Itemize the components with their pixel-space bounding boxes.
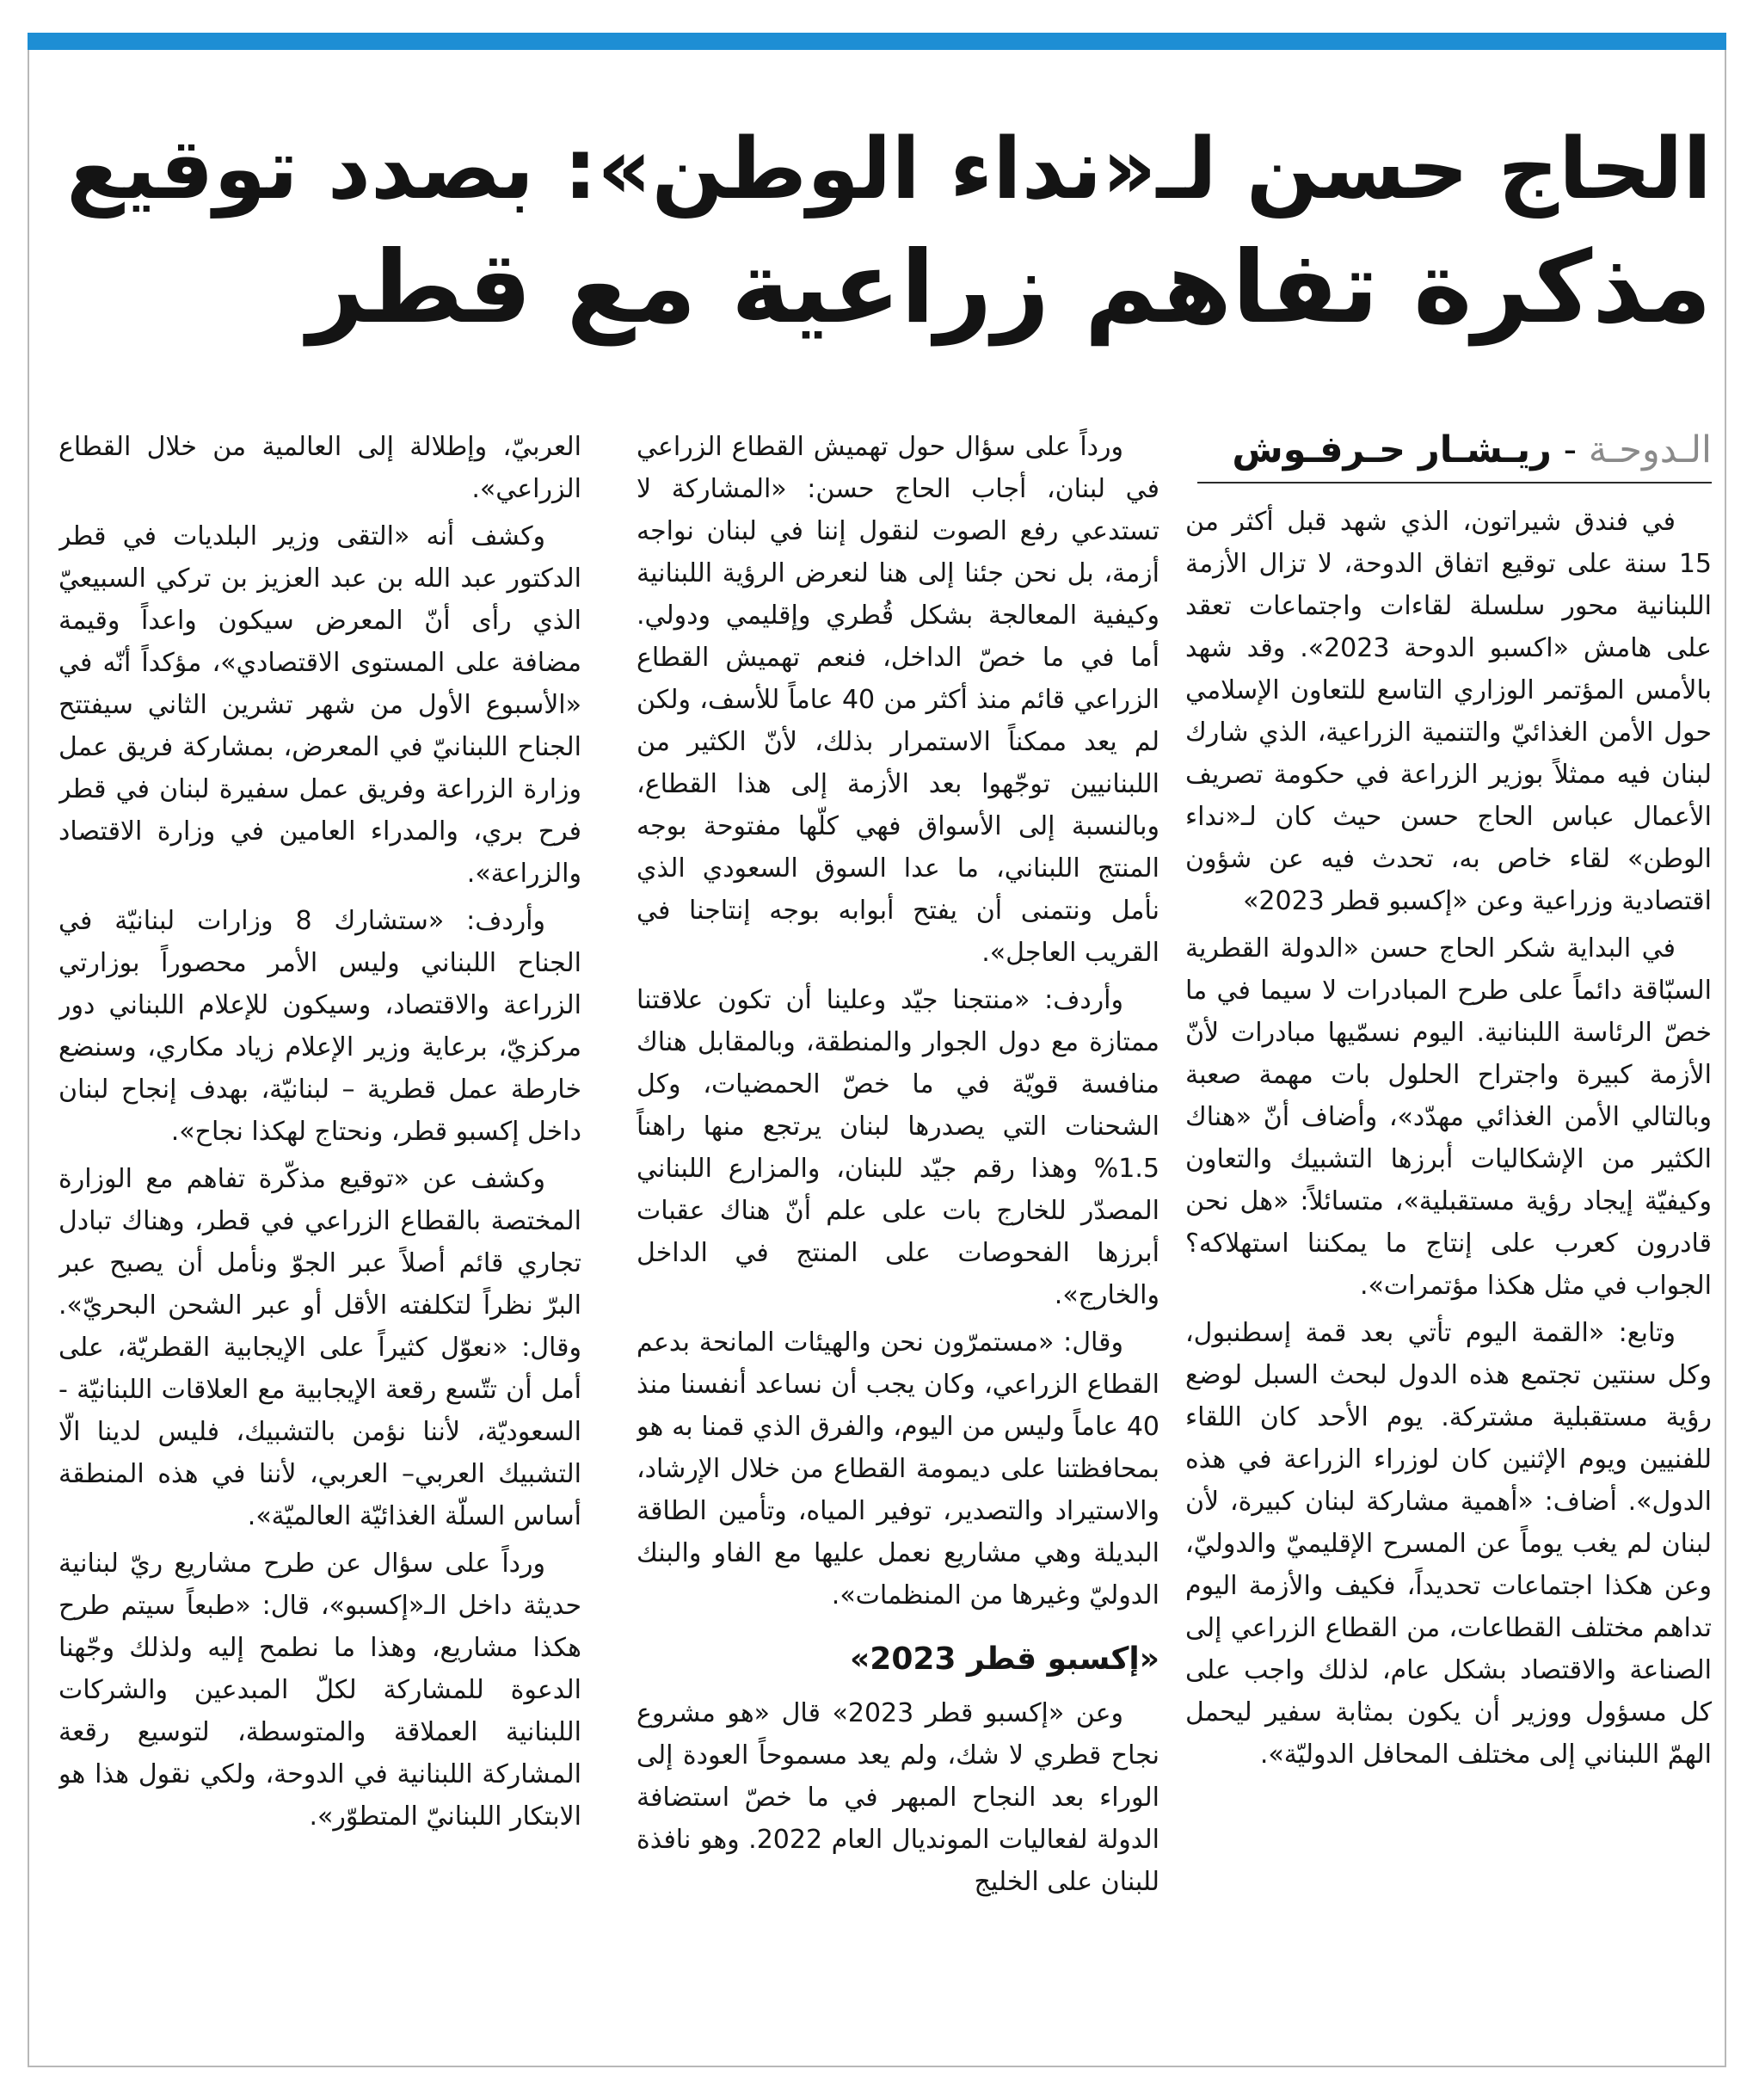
frame-border-bottom (28, 2066, 1726, 2067)
article-column-1 (1185, 501, 1712, 2060)
paragraph: وقال: «مستمرّون نحن والهيئات المانحة بدعم القطاع الزراعي، وكان يجب أن نساعد أنفسنا منذ 40 عاماً وليس من اليوم، والفرق الذي قمنا به هو بمحافظتنا على ديمومة القطاع من خلال الإرشاد، والاستيراد والتصدير، توفير المياه، وتأمين الطاقة البديلة وهي مشاريع نعمل عليها مع الفاو والبنك الدوليّ وغيرها من المنظمات». (637, 1327, 1159, 1610)
paragraph: وأردف: «منتجنا جيّد وعلينا أن تكون علاقتنا ممتازة مع دول الجوار والمنطقة، وبالمقابل هناك منافسة قويّة في ما خصّ الحمضيات، وكل الشحنات التي يصدرها لبنان يرتجع منها راهناً 1.5% وهذا رقم جيّد للبنان، والمزارع اللبناني المصدّر للخارج بات على علم أنّ هناك عقبات أبرزها الفحوصات على المنتج في الداخل والخارج». (637, 985, 1159, 1310)
byline-rule (1197, 482, 1712, 483)
paragraph: ورداً على سؤال عن طرح مشاريع ريّ لبنانية حديثة داخل الـ«إكسبو»، قال: «طبعاً سيتم طرح هكذا مشاريع، وهذا ما نطمح إليه ولذلك وجّهنا الدعوة للمشاركة لكلّ المبدعين والشركات اللبنانية العملاقة والمتوسطة، لتوسيع رقعة المشاركة اللبنانية في الدوحة، ولكي نقول هذا هو الابتكار اللبنانيّ المتطوّر». (58, 1549, 581, 1832)
article-column-2 (637, 426, 1159, 2060)
headline-line-1: الحاج حسن لـ«نداء الوطن»: بصدد توقيع (66, 120, 1712, 219)
top-accent-bar (28, 33, 1726, 50)
byline-author: ريـشـار حـرفـوش (1232, 428, 1552, 471)
headline (60, 110, 1712, 348)
byline-place: الـدوحـة (1588, 428, 1712, 471)
paragraph: وكشف عن «توقيع مذكّرة تفاهم مع الوزارة المختصة بالقطاع الزراعي في قطر، وهناك تبادل تجاري قائم أصلاً عبر الجوّ ونأمل أن يصبح عبر البرّ نظراً لتكلفته الأقل أو عبر الشحن البحريّ». وقال: «نعوّل كثيراً على الإيجابية القطريّة، على أمل أن تتّسع رقعة الإيجابية مع العلاقات اللبنانيّة - السعوديّة، لأننا نؤمن بالتشبيك، فليس لدينا الّا التشبيك العربي– العربي، لأننا في هذه المنطقة أساس السلّة الغذائيّة العالميّة». (58, 1164, 581, 1531)
paragraph: وكشف أنه «التقى وزير البلديات في قطر الدكتور عبد الله بن عبد العزيز بن تركي السبيعيّ الذي رأى أنّ المعرض سيكون واعداً وقيمة مضافة على المستوى الاقتصادي»، مؤكداً أنّه في «الأسبوع الأول من شهر تشرين الثاني سيفتتح الجناح اللبنانيّ في المعرض، بمشاركة فريق عمل وزارة الزراعة وفريق عمل سفيرة لبنان في قطر فرح بري، والمدراء العامين في وزارة الاقتصاد والزراعة». (58, 521, 581, 889)
headline-line-2: مذكرة تفاهم زراعية مع قطر (307, 230, 1712, 346)
frame-border-left (28, 50, 29, 2067)
frame-border-right (1725, 50, 1726, 2067)
paragraph: ورداً على سؤال حول تهميش القطاع الزراعي في لبنان، أجاب الحاج حسن: «المشاركة لا تستدعي رفع الصوت لنقول إننا في لبنان نواجه أزمة، بل نحن جئنا إلى هنا لنعرض الرؤية اللبنانية وكيفية المعالجة بشكل قُطري وإقليمي ودولي. أما في ما خصّ الداخل، فنعم تهميش القطاع الزراعي قائم منذ أكثر من 40 عاماً للأسف، ولكن لم يعد ممكناً الاستمرار بذلك، لأنّ الكثير من اللبنانيين توجّهوا بعد الأزمة إلى هذا القطاع، وبالنسبة إلى الأسواق فهي كلّها مفتوحة بوجه المنتج اللبناني، ما عدا السوق السعودي الذي نأمل ونتمنى أن يفتح أبوابه بوجه إنتاجنا في القريب العاجل». (637, 432, 1159, 968)
paragraph: في البداية شكر الحاج حسن «الدولة القطرية السبّاقة دائماً على طرح المبادرات لا سيما في ما خصّ الرئاسة اللبنانية. اليوم نسمّيها مبادرات لأنّ الأزمة كبيرة واجتراح الحلول بات مهمة صعبة وبالتالي الأمن الغذائي مهدّد»، وأضاف أنّ «هناك الكثير من الإشكاليات أبرزها التشبيك والتعاون وكيفيّة إيجاد رؤية مستقبلية»، متسائلاً: «هل نحن قادرون كعرب على إنتاج ما يمكننا استهلاكه؟ الجواب في مثل هكذا مؤتمرات». (1185, 933, 1712, 1301)
section-subhead: «إكسبو قطر 2023» (850, 1641, 1159, 1677)
article-column-3 (58, 426, 581, 2060)
paragraph: وتابع: «القمة اليوم تأتي بعد قمة إسطنبول، وكل سنتين تجتمع هذه الدول لبحث السبل لوضع رؤية مستقبلية مشتركة. يوم الأحد كان اللقاء للفنيين ويوم الإثنين كان لوزراء الزراعة في هذه الدول». أضاف: «أهمية مشاركة لبنان كبيرة، لأن لبنان لم يغب يوماً عن المسرح الإقليميّ والدوليّ، وعن هكذا اجتماعات تحديداً، فكيف والأزمة اليوم تداهم مختلف القطاعات، من القطاع الزراعي إلى الصناعة والاقتصاد بشكل عام، لذلك واجب على كل مسؤول ووزير أن يكون بمثابة سفير ليحمل الهمّ اللبناني إلى مختلف المحافل الدوليّة». (1185, 1318, 1712, 1770)
paragraph: وأردف: «ستشارك 8 وزارات لبنانيّة في الجناح اللبناني وليس الأمر محصوراً بوزارتي الزراعة والاقتصاد، وسيكون للإعلام اللبناني دور مركزيّ، برعاية وزير الإعلام زياد مكاري، وسنضع خارطة عمل قطرية – لبنانيّة، بهدف إنجاح لبنان داخل إكسبو قطر، ونحتاج لهكذا نجاح». (58, 906, 581, 1147)
byline (1197, 426, 1712, 474)
paragraph: في فندق شيراتون، الذي شهد قبل أكثر من 15 سنة على توقيع اتفاق الدوحة، لا تزال الأزمة اللبنانية محور سلسلة لقاءات واجتماعات تعقد على هامش «اكسبو الدوحة 2023». وقد شهد بالأمس المؤتمر الوزاري التاسع للتعاون الإسلامي حول الأمن الغذائيّ والتنمية الزراعية، الذي شارك لبنان فيه ممثلاً بوزير الزراعة في حكومة تصريف الأعمال عباس الحاج حسن حيث كان لـ«نداء الوطن» لقاء خاص به، تحدث فيه عن شؤون اقتصادية وزراعية وعن «إكسبو قطر 2023» (1185, 507, 1712, 916)
byline-separator: - (1551, 428, 1589, 471)
paragraph: العربيّ، وإطلالة إلى العالمية من خلال القطاع الزراعي». (58, 432, 581, 504)
paragraph: وعن «إكسبو قطر 2023» قال «هو مشروع نجاح قطري لا شك، ولم يعد مسموحاً العودة إلى الوراء بعد النجاح المبهر في ما خصّ استضافة الدولة لفعاليات المونديال العام 2022. وهو نافذة للبنان على الخليج (637, 1698, 1159, 1897)
